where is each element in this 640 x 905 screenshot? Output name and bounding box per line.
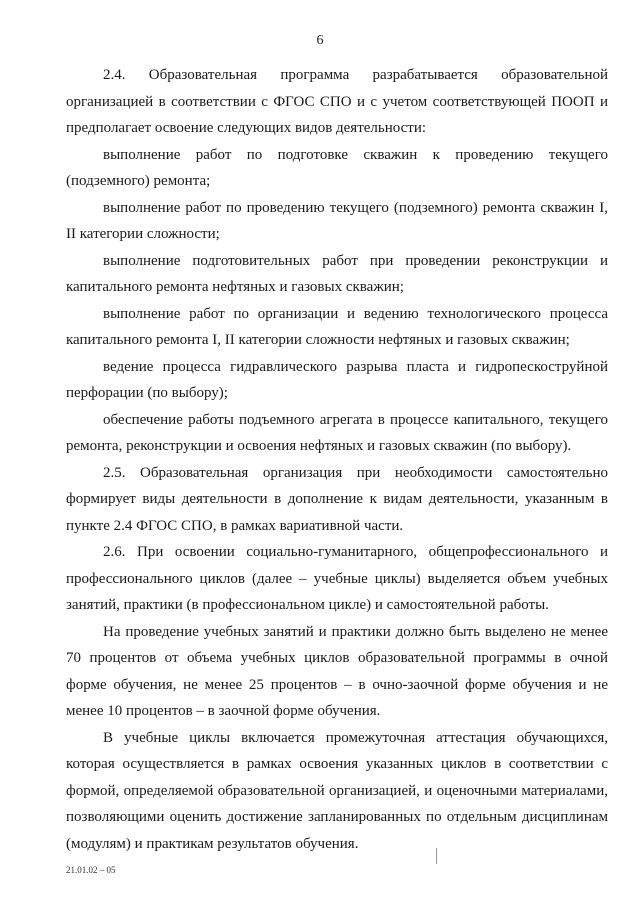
page-number: 6	[316, 33, 324, 48]
activity-item: ведение процесса гидравлического разрыва пласта и гидропескоструйной перфорации (по выбору);	[66, 358, 608, 401]
paragraph-2-5: 2.5. Образовательная организация при необходимости самостоятельно формирует виды деятельности в дополнение к видам деятельности, указанным в пункте 2.4 ФГОС СПО, в рамках вариативной части.	[66, 464, 608, 534]
paragraph-attestation: В учебные циклы включается промежуточная аттестация обучающихся, которая осуществляется в рамках освоения указанных циклов в соответствии с формой, определяемой образовательной организацией, и оценочными материалами, позволяющими оценить достижение запланированных по отдельным дисциплинам (модулям) и практикам результатов обучения.	[66, 729, 608, 852]
paragraph-practice-share: На проведение учебных занятий и практики должно быть выделено не менее 70 процентов от объема учебных циклов образовательной программы в очной форме обучения, не менее 25 процентов – в очно-заочной форме обучения и не менее 10 процентов – в заочной форме обучения.	[66, 623, 608, 719]
activity-item: выполнение работ по организации и ведению технологического процесса капитального ремонта I, II категории сложности нефтяных и газовых скважин;	[66, 305, 608, 348]
activity-item: обеспечение работы подъемного агрегата в процессе капитального, текущего ремонта, реконструкции и освоения нефтяных и газовых скважин (по выбору).	[66, 411, 608, 454]
activity-item: выполнение подготовительных работ при проведении реконструкции и капитального ремонта нефтяных и газовых скважин;	[66, 252, 608, 295]
scan-mark	[436, 848, 437, 864]
paragraph-2-6: 2.6. При освоении социально-гуманитарного, общепрофессионального и профессионального циклов (далее – учебные циклы) выделяется объем учебных занятий, практики (в профессиональном цикле) и самостоятельной работы.	[66, 544, 608, 613]
footer-code: 21.01.02 – 05	[66, 865, 116, 875]
activity-item: выполнение работ по проведению текущего (подземного) ремонта скважин I, II категории сложности;	[66, 199, 608, 242]
activity-item: выполнение работ по подготовке скважин к проведению текущего (подземного) ремонта;	[66, 146, 608, 189]
paragraph-2-4: 2.4. Образовательная программа разрабатывается образовательной организацией в соответствии с ФГОС СПО и с учетом соответствующей ПООП и предполагает освоение следующих видов деятельности:	[66, 67, 608, 136]
document-body	[66, 62, 608, 857]
